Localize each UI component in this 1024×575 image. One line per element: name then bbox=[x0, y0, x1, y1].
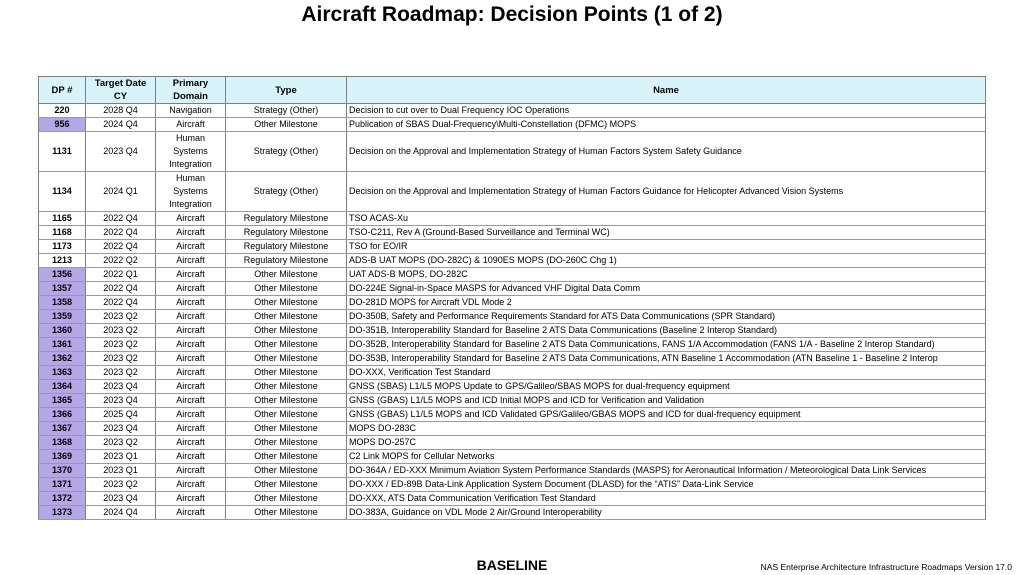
table-row bbox=[39, 338, 986, 352]
primary-domain-cell: Aircraft bbox=[156, 296, 226, 310]
name-cell: MOPS DO-283C bbox=[347, 422, 986, 436]
target-date-cell: 2022 Q4 bbox=[86, 282, 156, 296]
target-date-cell: 2025 Q4 bbox=[86, 408, 156, 422]
dp-cell: 1173 bbox=[39, 240, 86, 254]
table-row bbox=[39, 296, 986, 310]
target-date-cell: 2022 Q4 bbox=[86, 212, 156, 226]
target-date-cell: 2022 Q1 bbox=[86, 268, 156, 282]
type-cell: Other Milestone bbox=[226, 338, 347, 352]
name-cell: GNSS (GBAS) L1/L5 MOPS and ICD Initial MOPS and ICD for Verification and Validation bbox=[347, 394, 986, 408]
dp-cell: 1365 bbox=[39, 394, 86, 408]
name-cell: GNSS (GBAS) L1/L5 MOPS and ICD Validated GPS/Galileo/GBAS MOPS and ICD for dual-frequency equipment bbox=[347, 408, 986, 422]
type-cell: Strategy (Other) bbox=[226, 172, 347, 212]
type-cell: Other Milestone bbox=[226, 422, 347, 436]
target-date-cell: 2023 Q2 bbox=[86, 352, 156, 366]
type-cell: Regulatory Milestone bbox=[226, 254, 347, 268]
table-row bbox=[39, 268, 986, 282]
type-cell: Other Milestone bbox=[226, 118, 347, 132]
type-cell: Other Milestone bbox=[226, 296, 347, 310]
type-cell: Other Milestone bbox=[226, 380, 347, 394]
header-target-date: Target Date CY bbox=[86, 77, 156, 104]
dp-cell: 1356 bbox=[39, 268, 86, 282]
type-cell: Other Milestone bbox=[226, 492, 347, 506]
primary-domain-cell: Aircraft bbox=[156, 226, 226, 240]
name-cell: MOPS DO-257C bbox=[347, 436, 986, 450]
primary-domain-cell: Navigation bbox=[156, 104, 226, 118]
header-primary-domain: Primary Domain bbox=[156, 77, 226, 104]
decision-points-table bbox=[38, 76, 986, 520]
name-cell: GNSS (SBAS) L1/L5 MOPS Update to GPS/Galileo/SBAS MOPS for dual-frequency equipment bbox=[347, 380, 986, 394]
name-cell: DO-350B, Safety and Performance Requirements Standard for ATS Data Communications (SPR Standard) bbox=[347, 310, 986, 324]
primary-domain-cell: Aircraft bbox=[156, 254, 226, 268]
name-cell: DO-XXX, ATS Data Communication Verification Test Standard bbox=[347, 492, 986, 506]
primary-domain-cell: Aircraft bbox=[156, 492, 226, 506]
table-row bbox=[39, 422, 986, 436]
name-cell: Decision to cut over to Dual Frequency IOC Operations bbox=[347, 104, 986, 118]
target-date-cell: 2022 Q4 bbox=[86, 296, 156, 310]
dp-cell: 1131 bbox=[39, 132, 86, 172]
type-cell: Other Milestone bbox=[226, 268, 347, 282]
dp-cell: 1360 bbox=[39, 324, 86, 338]
type-cell: Other Milestone bbox=[226, 506, 347, 520]
primary-domain-cell: Aircraft bbox=[156, 380, 226, 394]
dp-cell: 1370 bbox=[39, 464, 86, 478]
primary-domain-cell: Aircraft bbox=[156, 450, 226, 464]
type-cell: Strategy (Other) bbox=[226, 104, 347, 118]
target-date-cell: 2022 Q4 bbox=[86, 226, 156, 240]
header-dp: DP # bbox=[39, 77, 86, 104]
name-cell: DO-XXX / ED-89B Data-Link Application System Document (DLASD) for the “ATIS” Data-Link Service bbox=[347, 478, 986, 492]
table-row bbox=[39, 324, 986, 338]
table-row bbox=[39, 450, 986, 464]
type-cell: Regulatory Milestone bbox=[226, 212, 347, 226]
name-cell: ADS-B UAT MOPS (DO-282C) & 1090ES MOPS (DO-260C Chg 1) bbox=[347, 254, 986, 268]
table-body bbox=[39, 104, 986, 520]
primary-domain-cell: Aircraft bbox=[156, 310, 226, 324]
primary-domain-cell: Aircraft bbox=[156, 240, 226, 254]
target-date-cell: 2024 Q4 bbox=[86, 506, 156, 520]
dp-cell: 1213 bbox=[39, 254, 86, 268]
dp-cell: 1371 bbox=[39, 478, 86, 492]
primary-domain-cell: Aircraft bbox=[156, 436, 226, 450]
name-cell: TSO for EO/IR bbox=[347, 240, 986, 254]
target-date-cell: 2023 Q1 bbox=[86, 450, 156, 464]
table-row bbox=[39, 172, 986, 212]
table-row bbox=[39, 394, 986, 408]
primary-domain-cell: Aircraft bbox=[156, 422, 226, 436]
baseline-label: BASELINE bbox=[476, 557, 548, 573]
type-cell: Other Milestone bbox=[226, 282, 347, 296]
dp-cell: 1165 bbox=[39, 212, 86, 226]
table-row bbox=[39, 310, 986, 324]
target-date-cell: 2023 Q4 bbox=[86, 394, 156, 408]
target-date-cell: 2023 Q4 bbox=[86, 380, 156, 394]
target-date-cell: 2023 Q2 bbox=[86, 324, 156, 338]
type-cell: Other Milestone bbox=[226, 366, 347, 380]
name-cell: DO-352B, Interoperability Standard for Baseline 2 ATS Data Communications, FANS 1/A Accommodation (FANS 1/A - Baseline 2 Interop Standard) bbox=[347, 338, 986, 352]
table-row bbox=[39, 282, 986, 296]
primary-domain-cell: Aircraft bbox=[156, 118, 226, 132]
table-row bbox=[39, 436, 986, 450]
dp-cell: 956 bbox=[39, 118, 86, 132]
dp-cell: 1363 bbox=[39, 366, 86, 380]
name-cell: Publication of SBAS Dual-Frequency\Multi-Constellation (DFMC) MOPS bbox=[347, 118, 986, 132]
primary-domain-cell: Human Systems Integration bbox=[156, 172, 226, 212]
type-cell: Other Milestone bbox=[226, 310, 347, 324]
dp-cell: 1358 bbox=[39, 296, 86, 310]
name-cell: UAT ADS-B MOPS, DO-282C bbox=[347, 268, 986, 282]
primary-domain-cell: Aircraft bbox=[156, 268, 226, 282]
target-date-cell: 2022 Q4 bbox=[86, 240, 156, 254]
target-date-cell: 2024 Q1 bbox=[86, 172, 156, 212]
target-date-cell: 2023 Q2 bbox=[86, 310, 156, 324]
type-cell: Other Milestone bbox=[226, 408, 347, 422]
dp-cell: 1367 bbox=[39, 422, 86, 436]
primary-domain-cell: Aircraft bbox=[156, 366, 226, 380]
primary-domain-cell: Aircraft bbox=[156, 212, 226, 226]
table-row bbox=[39, 212, 986, 226]
dp-cell: 1168 bbox=[39, 226, 86, 240]
dp-cell: 1373 bbox=[39, 506, 86, 520]
page-title: Aircraft Roadmap: Decision Points (1 of 2) bbox=[301, 3, 723, 26]
primary-domain-cell: Aircraft bbox=[156, 282, 226, 296]
name-cell: C2 Link MOPS for Cellular Networks bbox=[347, 450, 986, 464]
table-row bbox=[39, 226, 986, 240]
dp-cell: 1364 bbox=[39, 380, 86, 394]
type-cell: Regulatory Milestone bbox=[226, 240, 347, 254]
dp-cell: 1362 bbox=[39, 352, 86, 366]
table-row bbox=[39, 506, 986, 520]
table-row bbox=[39, 380, 986, 394]
name-cell: DO-224E Signal-in-Space MASPS for Advanced VHF Digital Data Comm bbox=[347, 282, 986, 296]
table-row bbox=[39, 478, 986, 492]
primary-domain-cell: Aircraft bbox=[156, 478, 226, 492]
primary-domain-cell: Aircraft bbox=[156, 338, 226, 352]
target-date-cell: 2024 Q4 bbox=[86, 118, 156, 132]
name-cell: DO-XXX, Verification Test Standard bbox=[347, 366, 986, 380]
type-cell: Other Milestone bbox=[226, 478, 347, 492]
name-cell: Decision on the Approval and Implementation Strategy of Human Factors Guidance for Helicopter Advanced Vision Systems bbox=[347, 172, 986, 212]
footer-version: NAS Enterprise Architecture Infrastructure Roadmaps Version 17.0 bbox=[760, 562, 1012, 572]
name-cell: DO-364A / ED-XXX Minimum Aviation System Performance Standards (MASPS) for Aeronautical Information / Meteorological Data Link Services bbox=[347, 464, 986, 478]
header-name: Name bbox=[347, 77, 986, 104]
name-cell: DO-383A, Guidance on VDL Mode 2 Air/Ground Interoperability bbox=[347, 506, 986, 520]
table-row bbox=[39, 240, 986, 254]
target-date-cell: 2023 Q4 bbox=[86, 132, 156, 172]
dp-cell: 1366 bbox=[39, 408, 86, 422]
type-cell: Other Milestone bbox=[226, 394, 347, 408]
type-cell: Other Milestone bbox=[226, 464, 347, 478]
target-date-cell: 2023 Q1 bbox=[86, 464, 156, 478]
table-row bbox=[39, 492, 986, 506]
table-row bbox=[39, 464, 986, 478]
name-cell: DO-353B, Interoperability Standard for Baseline 2 ATS Data Communications, ATN Baseline 1 Accommodation (ATN Baseline 1 - Baseline 2 Interop bbox=[347, 352, 986, 366]
name-cell: TSO-C211, Rev A (Ground-Based Surveillance and Terminal WC) bbox=[347, 226, 986, 240]
type-cell: Other Milestone bbox=[226, 436, 347, 450]
name-cell: DO-281D MOPS for Aircraft VDL Mode 2 bbox=[347, 296, 986, 310]
type-cell: Strategy (Other) bbox=[226, 132, 347, 172]
table-row bbox=[39, 132, 986, 172]
name-cell: Decision on the Approval and Implementation Strategy of Human Factors System Safety Guidance bbox=[347, 132, 986, 172]
target-date-cell: 2022 Q2 bbox=[86, 254, 156, 268]
primary-domain-cell: Human Systems Integration bbox=[156, 132, 226, 172]
target-date-cell: 2023 Q4 bbox=[86, 422, 156, 436]
header-row bbox=[39, 77, 986, 104]
primary-domain-cell: Aircraft bbox=[156, 352, 226, 366]
table-header bbox=[39, 77, 986, 104]
dp-cell: 1357 bbox=[39, 282, 86, 296]
dp-cell: 1361 bbox=[39, 338, 86, 352]
dp-cell: 1368 bbox=[39, 436, 86, 450]
target-date-cell: 2028 Q4 bbox=[86, 104, 156, 118]
type-cell: Other Milestone bbox=[226, 450, 347, 464]
header-type: Type bbox=[226, 77, 347, 104]
table-row bbox=[39, 104, 986, 118]
primary-domain-cell: Aircraft bbox=[156, 506, 226, 520]
table-row bbox=[39, 366, 986, 380]
table-row bbox=[39, 254, 986, 268]
dp-cell: 1359 bbox=[39, 310, 86, 324]
primary-domain-cell: Aircraft bbox=[156, 408, 226, 422]
target-date-cell: 2023 Q2 bbox=[86, 478, 156, 492]
dp-cell: 1372 bbox=[39, 492, 86, 506]
name-cell: TSO ACAS-Xu bbox=[347, 212, 986, 226]
table-row bbox=[39, 352, 986, 366]
name-cell: DO-351B, Interoperability Standard for Baseline 2 ATS Data Communications (Baseline 2 Interop Standard) bbox=[347, 324, 986, 338]
table-row bbox=[39, 408, 986, 422]
dp-cell: 1134 bbox=[39, 172, 86, 212]
target-date-cell: 2023 Q2 bbox=[86, 436, 156, 450]
table-row bbox=[39, 118, 986, 132]
target-date-cell: 2023 Q2 bbox=[86, 366, 156, 380]
primary-domain-cell: Aircraft bbox=[156, 324, 226, 338]
dp-cell: 220 bbox=[39, 104, 86, 118]
type-cell: Regulatory Milestone bbox=[226, 226, 347, 240]
type-cell: Other Milestone bbox=[226, 352, 347, 366]
type-cell: Other Milestone bbox=[226, 324, 347, 338]
dp-cell: 1369 bbox=[39, 450, 86, 464]
primary-domain-cell: Aircraft bbox=[156, 394, 226, 408]
target-date-cell: 2023 Q4 bbox=[86, 492, 156, 506]
primary-domain-cell: Aircraft bbox=[156, 464, 226, 478]
target-date-cell: 2023 Q2 bbox=[86, 338, 156, 352]
